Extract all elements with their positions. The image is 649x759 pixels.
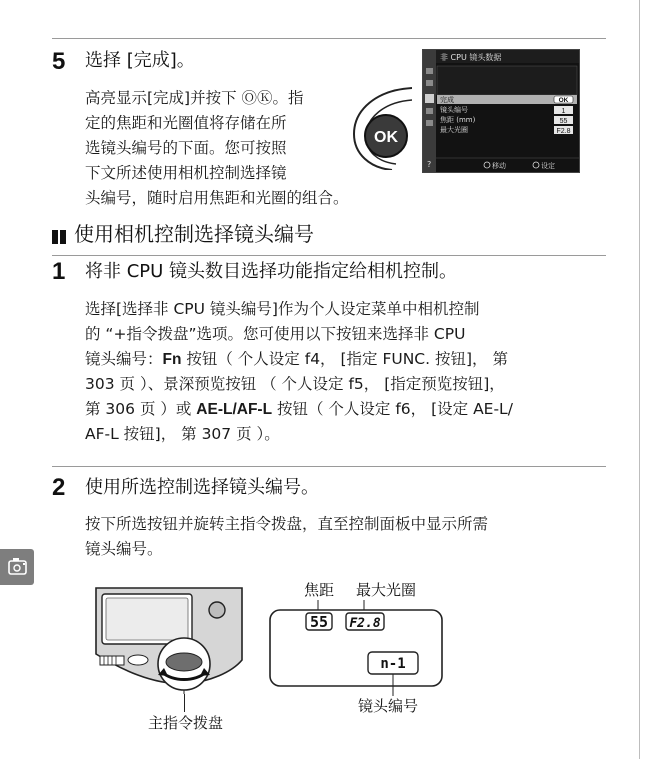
step-5-line: 定的焦距和光圈值将存储在所 — [85, 114, 287, 132]
step-2-number: 2 — [52, 474, 66, 501]
step-5-line: 头编号，随时启用焦距和光圈的组合。 — [85, 189, 349, 207]
section-rule — [52, 255, 606, 256]
fn-button-keyword: Fn — [162, 351, 182, 368]
label-focal-length: 焦距 — [304, 581, 335, 599]
dial-leader-line — [184, 694, 185, 712]
ae-l-af-l-keyword: AE-L/AF-L — [196, 401, 273, 418]
camera-menu-row-label: 镜头编号 — [440, 106, 468, 114]
step-1-text: 按钮（ 个人设定 f6， [设定 AE-L/ — [272, 400, 513, 418]
ok-button-illustration — [346, 84, 412, 170]
section-heading — [52, 220, 314, 250]
step-1-number: 1 — [52, 258, 66, 285]
lcd-focal-value: 55 — [309, 613, 329, 631]
camera-menu-row-value: F2.8 — [556, 128, 571, 135]
camera-menu-icon — [426, 80, 433, 86]
lcd-aperture-value: F2.8 — [349, 616, 381, 631]
camera-menu-row-label: 完成 — [440, 96, 454, 104]
label-lens-number: 镜头编号 — [358, 697, 419, 715]
step-1-text: 按钮（ 个人设定 f4， [指定 FUNC. 按钮]， 第 — [181, 350, 508, 368]
camera-menu-icon — [426, 108, 433, 114]
chapter-side-tab — [0, 549, 34, 585]
label-max-aperture: 最大光圈 — [356, 581, 417, 599]
step-1-text: 第 306 页 ）或 — [85, 400, 197, 418]
step-2-body — [85, 512, 488, 562]
step-2-rule — [52, 466, 606, 467]
camera-menu-row-value: 55 — [559, 118, 568, 125]
camera-menu-icon — [425, 94, 434, 103]
camera-menu-row-value: 1 — [561, 108, 566, 115]
step-5-number: 5 — [52, 48, 66, 75]
step-1-line — [85, 397, 513, 422]
step-1-text: 镜头编号： — [85, 350, 163, 368]
right-margin-rule — [639, 0, 640, 759]
camera-menu-row-label: 最大光圈 — [440, 126, 468, 134]
camera-menu-row-label: 焦距 (mm) — [440, 116, 476, 124]
camera-menu-icon — [426, 120, 433, 126]
step-2-title: 使用所选控制选择镜头编号。 — [85, 477, 319, 498]
step-5-line: 选镜头编号的下面。您可按照 — [85, 139, 287, 157]
step-1-line: 选择[选择非 CPU 镜头编号]作为个人设定菜单中相机控制 — [85, 300, 480, 318]
step-1-title: 将非 CPU 镜头数目选择功能指定给相机控制。 — [85, 261, 458, 282]
section-title: 使用相机控制选择镜头编号 — [74, 222, 314, 246]
step-5-line: 高亮显示[完成]并按下 ⓄⓀ。指 — [85, 89, 304, 107]
top-rule — [52, 38, 606, 39]
camera-menu-help: ? — [427, 160, 432, 169]
camera-menu-screenshot — [422, 49, 580, 173]
step-1-line: 的 “+指令拨盘”选项。您可使用以下按钮来选择非 CPU — [85, 325, 466, 343]
camera-wrench-icon — [0, 549, 34, 585]
camera-menu-row-value: OK — [558, 97, 569, 104]
step-1-body — [85, 297, 513, 447]
section-marker-icon — [52, 222, 68, 250]
label-main-command-dial: 主指令拨盘 — [148, 714, 224, 732]
control-panel-diagram — [268, 600, 444, 696]
step-1-line — [85, 347, 513, 372]
step-2-line: 按下所选按钮并旋转主指令拨盘，直至控制面板中显示所需 — [85, 515, 489, 533]
step-2-line: 镜头编号。 — [85, 540, 163, 558]
step-5-title: 选择 [完成]。 — [85, 50, 195, 71]
camera-dial-diagram — [92, 584, 247, 694]
step-5-body — [85, 86, 349, 211]
step-5-line: 下文所述使用相机控制选择镜 — [85, 164, 287, 182]
camera-menu-icon — [426, 68, 433, 74]
lcd-lens-number: n-1 — [380, 656, 406, 672]
ok-button-label: OK — [374, 129, 398, 146]
step-1-line: AF-L 按钮]， 第 307 页 ）。 — [85, 425, 280, 443]
camera-menu-footer-move: 移动 — [492, 162, 506, 170]
camera-menu-footer-set: 设定 — [541, 162, 555, 170]
camera-menu-title: 非 CPU 镜头数据 — [440, 53, 502, 62]
step-1-line: 303 页 ）、景深预览按钮 （ 个人设定 f5， [指定预览按钮]， — [85, 375, 505, 393]
